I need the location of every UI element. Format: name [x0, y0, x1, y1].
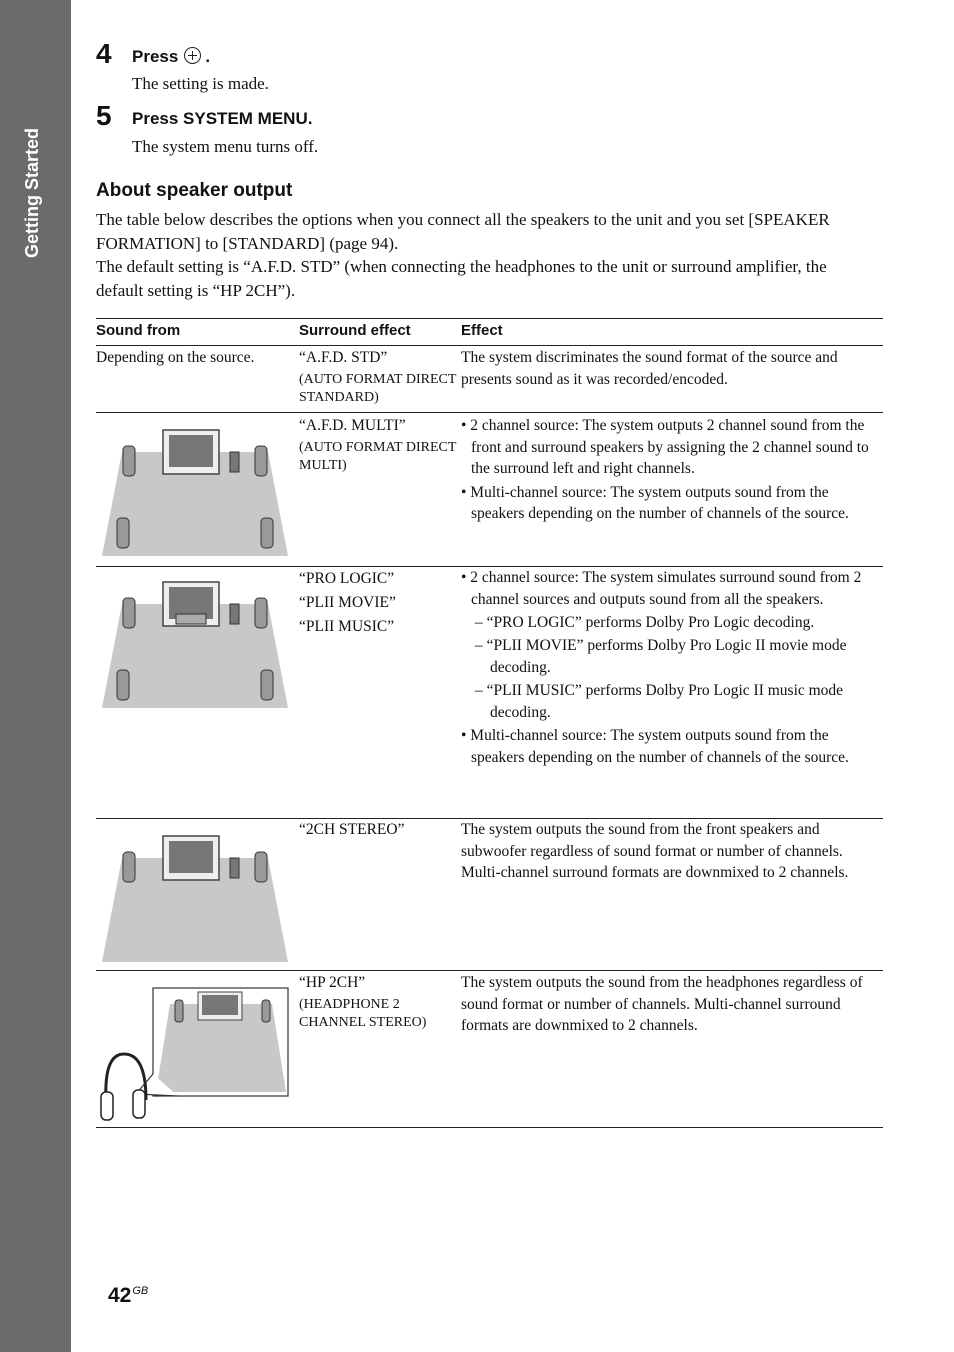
step-5-number: 5	[96, 100, 112, 131]
headphones-illustration	[96, 982, 292, 1124]
column-header-surround-effect: Surround effect	[299, 322, 411, 339]
front-and-surround-speakers-illustration	[100, 420, 290, 560]
list-item: • Multi-channel source: The system outputs sound from the speakers depending on the number of channels of the source.	[461, 483, 849, 522]
list-item: – “PLII MUSIC” performs Dolby Pro Logic II music mode decoding.	[475, 682, 844, 721]
effect-name: “PLII MUSIC”	[299, 618, 395, 635]
page-number-value: 42	[108, 1284, 132, 1307]
row-4-effect: The system outputs the sound from the front speakers and subwoofer regardless of sound format or number of channels. Multi-channel surround formats are downmixed to 2 channels.	[461, 821, 849, 881]
step-4-title-text: Press	[132, 47, 179, 66]
table-rule	[96, 412, 883, 413]
intro-paragraph: The table below describes the options when you connect all the speakers to the unit and you set [SPEAKER FORMATION] to [STANDARD] (page 94).	[96, 210, 830, 253]
table-rule	[96, 1127, 883, 1128]
front-speakers-and-subwoofer-illustration	[100, 826, 290, 966]
step-4-description: The setting is made.	[132, 74, 269, 93]
intro-paragraph: The default setting is “A.F.D. STD” (when connecting the headphones to the unit or surround amplifier, the default setting is “HP 2CH”).	[96, 257, 827, 300]
effect-name: “HP 2CH”	[299, 974, 366, 991]
list-item: – “PRO LOGIC” performs Dolby Pro Logic decoding.	[475, 614, 815, 631]
table-rule	[96, 318, 883, 319]
effect-subtitle: (HEADPHONE 2 CHANNEL STEREO)	[299, 996, 427, 1030]
table-rule	[96, 970, 883, 971]
section-intro	[96, 208, 866, 302]
step-5-description: The system menu turns off.	[132, 137, 319, 156]
effect-name: “PRO LOGIC”	[299, 570, 395, 587]
effect-name: “A.F.D. STD”	[299, 349, 388, 366]
page-number	[108, 1284, 148, 1308]
list-item: • Multi-channel source: The system outputs sound from the speakers depending on the number of channels of the source.	[461, 727, 849, 766]
effect-name: “A.F.D. MULTI”	[299, 417, 406, 434]
list-item: • 2 channel source: The system outputs 2 channel sound from the front and surround speakers by assigning the 2 channel sound to the surround left and right channels.	[461, 417, 869, 477]
enter-button-icon	[184, 47, 201, 64]
row-3-effect	[461, 567, 881, 769]
list-item: – “PLII MOVIE” performs Dolby Pro Logic II movie mode decoding.	[475, 637, 847, 676]
row-2-effect	[461, 415, 881, 525]
row-3-surround-effect	[299, 567, 459, 639]
column-header-effect: Effect	[461, 322, 503, 339]
column-header-sound-from: Sound from	[96, 322, 181, 339]
side-tab	[0, 0, 71, 1352]
row-5-effect: The system outputs the sound from the headphones regardless of sound format or number of channels. Multi-channel surround formats are downmixed to 2 channels.	[461, 974, 863, 1034]
list-item: • 2 channel source: The system simulates surround sound from 2 channel sources and outputs sound from all the speakers.	[461, 569, 862, 608]
effect-subtitle: (AUTO FORMAT DIRECT STANDARD)	[299, 371, 457, 405]
page-number-suffix: GB	[132, 1285, 149, 1297]
all-speakers-illustration	[100, 572, 290, 712]
row-4-surround-effect: “2CH STEREO”	[299, 821, 405, 838]
row-1-surround-effect	[299, 347, 459, 407]
effect-subtitle: (AUTO FORMAT DIRECT MULTI)	[299, 439, 457, 473]
row-5-surround-effect	[299, 972, 459, 1032]
table-rule	[96, 345, 883, 346]
step-4-title	[132, 47, 210, 67]
side-tab-label: Getting Started	[22, 127, 42, 258]
step-4-number: 4	[96, 38, 112, 69]
step-4-title-suffix: .	[205, 47, 211, 66]
section-heading: About speaker output	[96, 180, 293, 201]
effect-name: “PLII MOVIE”	[299, 594, 396, 611]
row-2-surround-effect	[299, 415, 459, 475]
step-5-title: Press SYSTEM MENU.	[132, 109, 313, 128]
row-1-sound-from: Depending on the source.	[96, 349, 255, 366]
row-1-effect: The system discriminates the sound format of the source and presents sound as it was recorded/encoded.	[461, 349, 838, 388]
